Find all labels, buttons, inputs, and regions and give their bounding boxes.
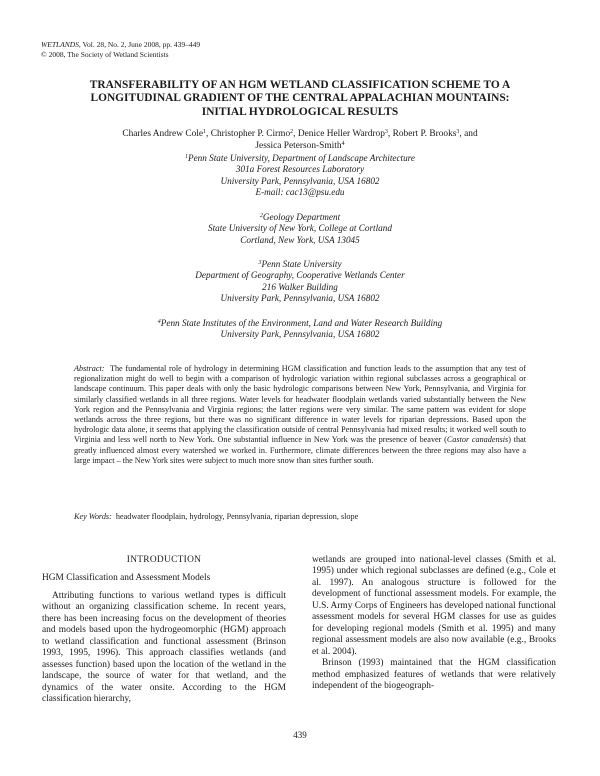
abstract-text: The fundamental role of hydrology in determining HGM classification and function leads to the assumption that any test of regionalization might do well to begin with a comparison of hydrologic variation within regional subclasses across a geographical or landscape continuum. This paper deals with only the basic hydrologic comparisons between New York, Pennsylvania, and Virginia for similarly classified wetlands in all three regions. Water levels for headwater floodplain wetlands varied substantially between the New York region and the Pennsylvania and Virginia regions; the latter regions were very similar. The same pattern was evident for slope wetlands across the three regions, but there was no significant difference in water levels for riparian depressions. Based upon the hydrologic data alone, it seems that applying the classification outside of central Pennsylvania had mixed results; it worked well south to Virginia and less well north to New York. One substantial influence in New York was the presence of beaver (	[74, 364, 526, 445]
subsection-heading: HGM Classification and Assessment Models	[42, 573, 211, 583]
affiliation-4	[90, 318, 510, 341]
keywords	[74, 512, 526, 522]
keywords-text: headwater floodplain, hydrology, Pennsylvania, riparian depression, slope	[115, 512, 359, 521]
section-heading-introduction: INTRODUCTION	[126, 555, 202, 565]
abstract-species: Castor canadensis	[446, 435, 509, 445]
author-name: Christopher P. Cirmo	[210, 129, 291, 139]
body-paragraph: wetlands are grouped into national-level classes (Smith et al. 1995) under which regional subclasses are defined (e.g., Cole et al. 1997). An analogous structure is followed for the development of functional assessment models. For example, the U.S. Army Corps of Engineers has developed national functional assessment models for several HGM classes for use as guides for developing regional models (Smith et al. 1995) and many regional assessment models are also now available (e.g., Brooks et al. 2004).	[312, 555, 556, 657]
citation-line	[41, 40, 200, 50]
author-affiliation-mark: 3	[384, 129, 388, 135]
affiliation-line: $^4$Penn State Institutes of the Environment, Land and Water Research Building	[157, 318, 443, 328]
affiliation-line: University Park, Pennsylvania, USA 16802	[220, 175, 380, 186]
author-name: Jessica Peterson-Smith	[255, 140, 342, 151]
abstract	[74, 364, 526, 466]
author-affiliation-mark: 1	[203, 129, 207, 135]
affiliation-line: Cortland, New York, USA 13045	[240, 234, 360, 245]
left-column	[42, 591, 286, 706]
abstract-text-cont: ) that greatly influenced almost every watershed we worked in. Furthermore, climate differences between the three regions may also have a large impact – the New York sites were subject to much more snow than sites further south.	[74, 435, 526, 465]
author-name: Charles Andrew Cole	[122, 129, 204, 139]
body-paragraph: Attributing functions to various wetland types is difficult without an organizing classification scheme. In recent years, there has been increasing focus on the development of theories and models based upon the hydrogeomorphic (HGM) approach to wetland classification and functional assessment (Brinson 1993, 1995, 1996). This approach classifies wetlands (and assesses function) based upon the location of the wetland in the landscape, the source of water for that wetland, and the dynamics of the water onsite. According to the HGM classification hierarchy,	[42, 591, 286, 705]
title-line-1: TRANSFERABILITY OF AN HGM WETLAND CLASSIFICATION SCHEME TO A	[89, 79, 511, 91]
affiliation-line: $^3$Penn State University	[258, 259, 342, 269]
affiliation-line: E-mail: cac13@psu.edu	[255, 186, 345, 197]
paper-title	[40, 79, 560, 119]
affiliation-line: Department of Geography, Cooperative Wetlands Center	[195, 270, 405, 281]
affiliation-line: $^1$Penn State University, Department of Landscape Architecture	[184, 153, 415, 163]
author-affiliation-mark: 3	[456, 129, 460, 135]
affiliation-1	[90, 153, 510, 198]
author-list: Charles Andrew Cole$^1$, Christopher P. Cirmo$^2$, Denice Heller Wardrop$^3$, Robert P. Brooks$^3$, and Jessica Peterson-Smith$^4$	[122, 129, 478, 151]
author-name: Robert P. Brooks	[392, 129, 457, 139]
abstract-label: Abstract:	[74, 364, 105, 373]
affiliation-2	[90, 212, 510, 246]
title-line-2: LONGITUDINAL GRADIENT OF THE CENTRAL APPALACHIAN MOUNTAINS:	[90, 92, 510, 105]
author-affiliation-mark: 4	[341, 140, 345, 147]
affiliation-line: 301a Forest Resources Laboratory	[235, 164, 365, 175]
title-line-3: INITIAL HYDROLOGICAL RESULTS	[201, 105, 399, 118]
author-affiliation-mark: 2	[290, 129, 294, 135]
citation-details: , Vol. 28, No. 2, June 2008, pp. 439–449	[78, 40, 201, 49]
page-number: 439	[293, 730, 307, 740]
right-column	[312, 555, 556, 692]
affiliation-3	[90, 259, 510, 304]
journal-name: WETLANDS	[41, 40, 79, 49]
author-name: Denice Heller Wardrop	[297, 129, 385, 139]
affiliation-line: $^2$Geology Department	[259, 212, 341, 222]
copyright-line: © 2008, The Society of Wetland Scientists	[41, 49, 169, 59]
body-paragraph: Brinson (1993) maintained that the HGM classification method emphasized features of wetlands that were relatively independent of the biogeograph-	[312, 658, 556, 691]
keywords-label: Key Words:	[74, 512, 112, 521]
journal-header	[41, 40, 200, 59]
affiliation-line: University Park, Pennsylvania, USA 16802	[220, 292, 380, 303]
affiliation-line: University Park, Pennsylvania, USA 16802	[220, 329, 380, 340]
affiliation-line: 216 Walker Building	[262, 281, 338, 292]
affiliation-line: State University of New York, College at Cortland	[208, 223, 392, 234]
